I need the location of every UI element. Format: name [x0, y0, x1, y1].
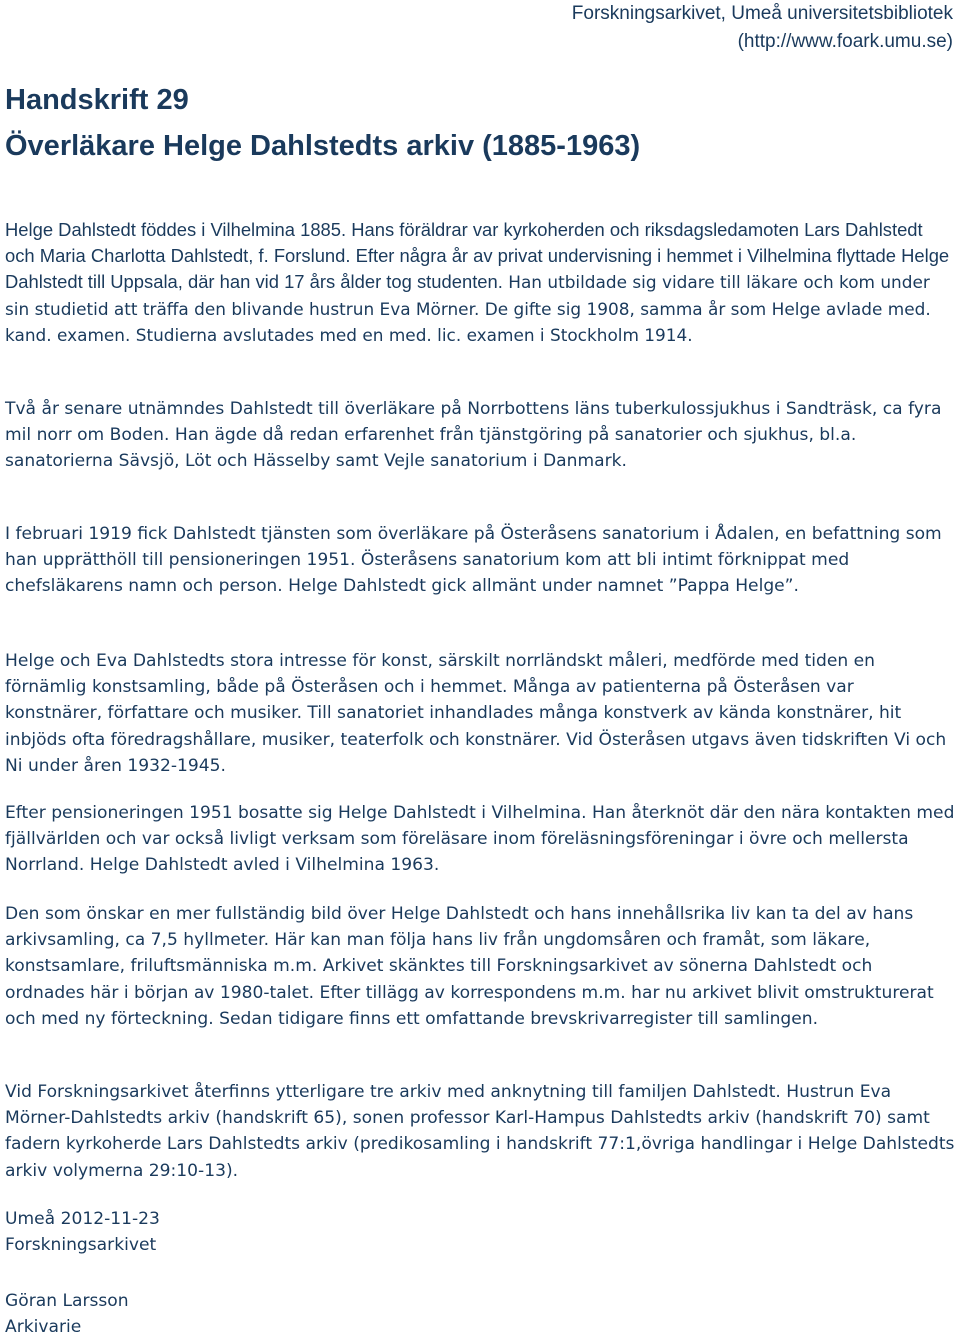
- signature-name: Göran Larsson: [5, 1291, 129, 1311]
- source-header: [572, 0, 953, 56]
- source-url: (http://www.foark.umu.se): [737, 31, 953, 52]
- paragraph-related-archives: Vid Forskningsarkivet återfinns ytterligare tre arkiv med anknytning till familjen Dahlstedt. Hustrun Eva Mörner-Dahlstedts arkiv (handskrift 65), sonen professor Karl-Hampus Dahlstedts arkiv (handskrift 70) samt fadern kyrkoherde Lars Dahlstedts arkiv (predikosamling i handskrift 77:1,övriga handlingar i Helge Dahlstedts arkiv volymerna 29:10-13).: [5, 1082, 955, 1181]
- source-institution: Forskningsarkivet, Umeå universitetsbibliotek: [571, 3, 953, 24]
- paragraph-biography-intro-part2: Han utbildade sig vidare till läkare och kom under sin studietid att träffa den blivande hustrun Eva Mörner. De gifte sig 1908, samma år som Helge avlade med. kand. examen. Studierna avslutades med en med. lic. examen i Stockholm 1914.: [5, 272, 931, 345]
- paragraph-archive-collection: Den som önskar en mer fullständig bild över Helge Dahlstedt och hans innehållsrika liv kan ta del av hans arkivsamling, ca 7,5 hyllmeter. Här kan man följa hans liv från ungdomsåren och framåt, som läkare, konstsamlare, friluftsmänniska m.m. Arkivet skänktes till Forskningsarkivet av sönerna Dahlstedt och ordnades här i början av 1980-talet. Efter tillägg av korrespondens m.m. har nu arkivet blivit omstrukturerat och med ny förteckning. Sedan tidigare finns ett omfattande brevskrivarregister till samlingen.: [5, 904, 934, 1029]
- paragraph-biography-intro-part1: Helge Dahlstedt föddes i Vilhelmina 1885. Hans föräldrar var kyrkoherden och riksdagsledamoten Lars Dahlstedt och Maria Charlotta Dahlstedt, f. Forslund. Efter några år av privat undervisning i hemmet i Vilhelmina flyttade Helge Dahlstedt till Uppsala, där han vid 17 års ålder tog studenten.: [5, 219, 950, 293]
- paragraph-art-collection: Helge och Eva Dahlstedts stora intresse för konst, särskilt norrländskt måleri, medförde med tiden en förnämlig konstsamling, både på Österåsen och i hemmet. Många av patienterna på Österåsen var konstnärer, författare och musiker. Till sanatoriet inhandlades många konstverk av kända konstnärer, hit inbjöds ofta föredragshållare, musiker, teaterfolk och konstnärer. Vid Österåsen utgavs även tidskriften Vi och Ni under åren 1932-1945.: [5, 651, 947, 776]
- paragraph-sandtrask: Två år senare utnämndes Dahlstedt till överläkare på Norrbottens läns tuberkulossjukhus i Sandträsk, ca fyra mil norr om Boden. Han ägde då redan erfarenhet från tjänstgöring på sanatorier och sjukhus, bl.a. sanatorierna Sävsjö, Löt och Hässelby samt Vejle sanatorium i Danmark.: [5, 399, 942, 472]
- paragraph-osterasen: I februari 1919 fick Dahlstedt tjänsten som överläkare på Österåsens sanatorium i Ådalen, en befattning som han upprätthöll till pensioneringen 1951. Österåsens sanatorium kom att bli intimt förknippat med chefsläkarens namn och person. Helge Dahlstedt gick allmänt under namnet ”Pappa Helge”.: [5, 524, 942, 597]
- signature-organization: Forskningsarkivet: [5, 1235, 157, 1255]
- paragraph-retirement: Efter pensioneringen 1951 bosatte sig Helge Dahlstedt i Vilhelmina. Han återknöt där den nära kontakten med fjällvärlden och var också livligt verksam som föreläsare inom föreläsningsföreningar i övre och mellersta Norrland. Helge Dahlstedt avled i Vilhelmina 1963.: [5, 803, 955, 876]
- document-page: [5, 0, 955, 1341]
- paragraph-biography-intro: [5, 217, 955, 348]
- signature-place-date: Umeå 2012-11-23: [5, 1209, 160, 1229]
- archive-title: Överläkare Helge Dahlstedts arkiv (1885-1963): [5, 130, 641, 162]
- signature-role: Arkivarie: [5, 1317, 82, 1337]
- manuscript-number: Handskrift 29: [5, 84, 189, 116]
